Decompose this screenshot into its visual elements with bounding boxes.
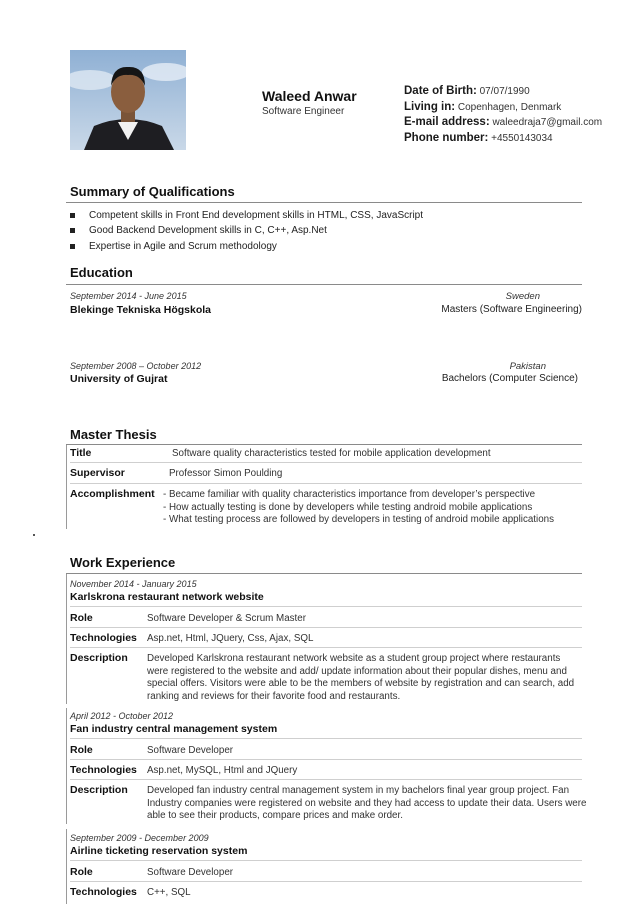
section-divider <box>66 573 582 574</box>
section-divider <box>66 444 582 445</box>
bullet-icon <box>70 244 75 249</box>
job-desc-label: Description <box>70 784 128 796</box>
list-item: - What testing process are followed by developers in testing of android mobile applications <box>163 514 555 526</box>
job-tech: Asp.net, Html, JQuery, Css, Ajax, SQL <box>147 633 314 644</box>
list-item: - Became familiar with quality characteristics importance from developer’s perspective <box>163 489 536 500</box>
qualifications-list <box>70 208 423 254</box>
job-role-label: Role <box>70 744 93 756</box>
job-description: Developed fan industry central management system in my bachelors final year group project. Fan Industry companies were registered on website and they had access to update their data. Users were able to see their products, compare prices and make order. <box>147 785 587 822</box>
profile-photo <box>70 50 186 150</box>
job-date: November 2014 - January 2015 <box>70 579 197 589</box>
job-project: Fan industry central management system <box>70 723 278 735</box>
contact-email: E-mail address: waleedraja7@gmail.com <box>404 116 603 128</box>
job-side-bar <box>66 829 67 904</box>
job-desc-label: Description <box>70 652 128 664</box>
row-divider <box>70 462 582 463</box>
job-date: April 2012 - October 2012 <box>70 711 174 721</box>
education-country: Sweden <box>505 291 540 302</box>
education-degree: Masters (Software Engineering) <box>441 304 582 315</box>
job-role-label: Role <box>70 866 93 878</box>
job-role: Software Developer & Scrum Master <box>147 613 306 624</box>
job-side-bar <box>66 708 67 824</box>
job-role: Software Developer <box>147 867 234 878</box>
row-divider <box>70 759 582 760</box>
thesis-accomplishment-label: Accomplishment <box>70 488 155 500</box>
stray-mark <box>33 534 35 536</box>
job-tech: Asp.net, MySQL, Html and JQuery <box>147 765 298 776</box>
thesis-accomplishment-list <box>163 489 554 527</box>
education-date: September 2008 – October 2012 <box>70 361 202 371</box>
contact-block <box>404 84 602 146</box>
thesis-supervisor-label: Supervisor <box>70 467 125 479</box>
list-item: Good Backend Development skills in C, C++, Asp.Net <box>70 223 423 238</box>
qualifications-heading: Summary of Qualifications <box>70 184 235 199</box>
list-item: Expertise in Agile and Scrum methodology <box>70 239 423 254</box>
row-divider <box>70 738 582 739</box>
job-tech: C++, SQL <box>147 887 191 898</box>
education-country: Pakistan <box>509 361 546 372</box>
job-role-label: Role <box>70 612 93 624</box>
contact-location: Living in: Copenhagen, Denmark <box>404 100 562 113</box>
job-tech-label: Technologies <box>70 886 137 898</box>
work-heading: Work Experience <box>70 555 176 570</box>
row-divider <box>70 860 582 861</box>
bullet-icon <box>70 213 75 218</box>
candidate-name: Waleed Anwar <box>262 88 357 104</box>
list-item: - How actually testing is done by developers while testing android mobile applications <box>163 501 533 513</box>
job-project: Airline ticketing reservation system <box>70 845 248 857</box>
row-divider <box>70 627 582 628</box>
bullet-icon <box>70 228 75 233</box>
row-divider <box>70 881 582 882</box>
contact-dob: Date of Birth: 07/07/1990 <box>404 85 530 97</box>
section-divider <box>66 202 582 203</box>
job-date: September 2009 - December 2009 <box>70 833 209 843</box>
contact-phone: Phone number: +4550143034 <box>404 131 553 144</box>
section-divider <box>66 284 582 285</box>
job-role: Software Developer <box>147 745 234 756</box>
job-description: Developed Karlskrona restaurant network website as a student group project where restaurants were registered to the website and add/ update information about their popular dishes, menu and special offers. Visitors were able to be the members of website by registration and can search, add ranking and reviews for their favorite food and restaurants. <box>147 653 575 702</box>
education-degree: Bachelors (Computer Science) <box>441 373 578 384</box>
thesis-side-bar <box>66 445 67 529</box>
email-link[interactable]: waleedraja7@gmail.com <box>492 117 603 128</box>
list-item: Competent skills in Front End development skills in HTML, CSS, JavaScript <box>70 208 423 223</box>
row-divider <box>70 647 582 648</box>
thesis-title-value: Software quality characteristics tested for mobile application development <box>172 448 491 459</box>
thesis-title-label: Title <box>70 447 92 459</box>
thesis-heading: Master Thesis <box>70 427 157 442</box>
thesis-supervisor-value: Professor Simon Poulding <box>169 468 283 479</box>
job-project: Karlskrona restaurant network website <box>70 591 264 603</box>
education-date: September 2014 - June 2015 <box>70 291 187 301</box>
education-school: University of Gujrat <box>70 373 168 385</box>
job-tech-label: Technologies <box>70 632 137 644</box>
education-school: Blekinge Tekniska Högskola <box>70 304 212 316</box>
row-divider <box>70 779 582 780</box>
education-heading: Education <box>70 265 133 280</box>
row-divider <box>70 483 582 484</box>
job-tech-label: Technologies <box>70 764 137 776</box>
row-divider <box>70 606 582 607</box>
job-title: Software Engineer <box>262 106 345 117</box>
job-side-bar <box>66 574 67 704</box>
